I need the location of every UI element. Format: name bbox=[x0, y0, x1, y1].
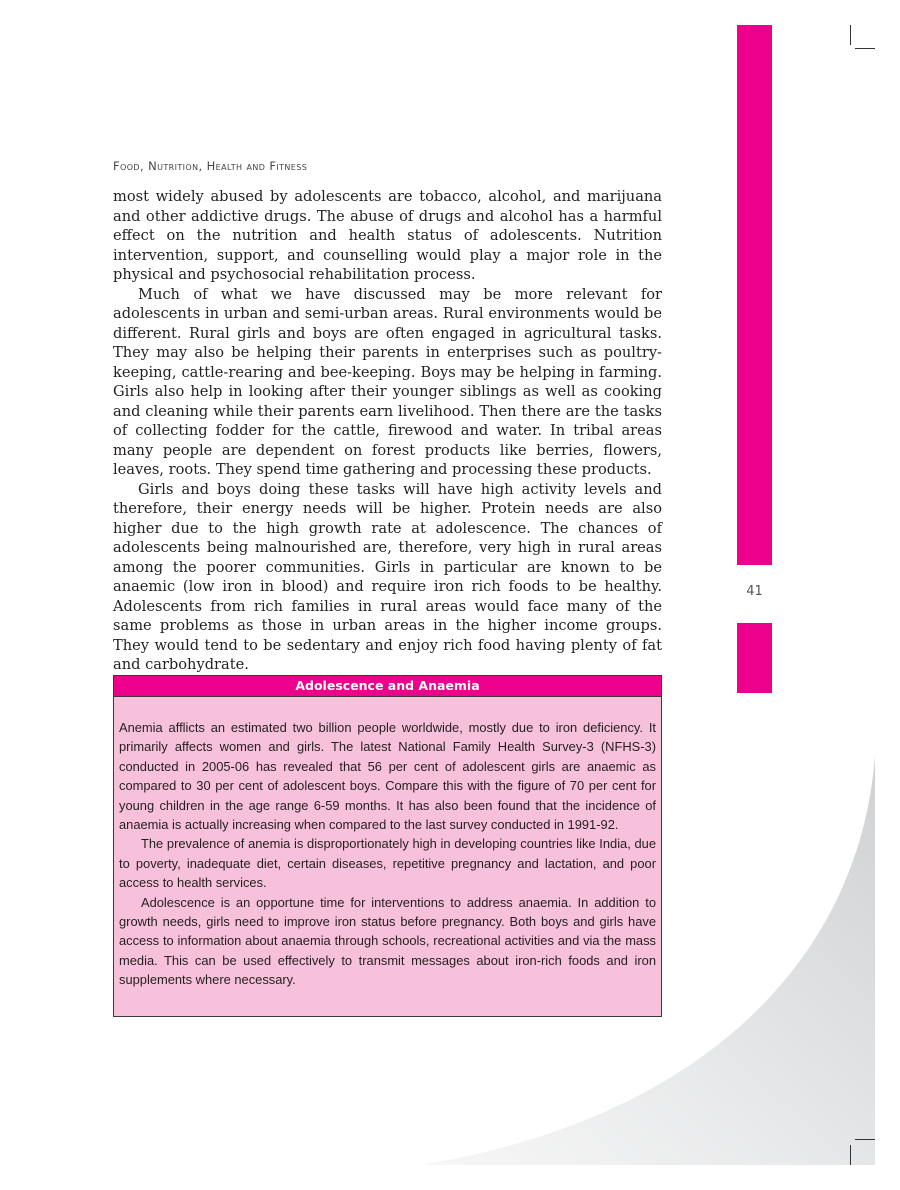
margin-accent-bar-top bbox=[737, 25, 772, 565]
running-header: Food, Nutrition, Health and Fitness bbox=[113, 159, 308, 173]
anaemia-info-box bbox=[113, 675, 662, 1017]
crop-mark-bottom-vertical bbox=[850, 1145, 851, 1165]
crop-mark-top-horizontal bbox=[855, 48, 875, 49]
crop-mark-top-vertical bbox=[850, 25, 851, 45]
body-paragraph: Much of what we have discussed may be more relevant for adolescents in urban and semi-urban areas. Rural environments would be different. Rural girls and boys are often engaged in agricultural tasks. They may also be helping their parents in enterprises such as poultry-keeping, cattle-rearing and bee-keeping. Boys may be helping in farming. Girls also help in looking after their younger siblings as well as cooking and cleaning while their parents earn livelihood. Then there are the tasks of collecting fodder for the cattle, firewood and water. In tribal areas many people are dependent on forest products like berries, flowers, leaves, roots. They spend time gathering and processing these products. bbox=[113, 285, 662, 478]
box-title: Adolescence and Anaemia bbox=[114, 676, 661, 697]
box-paragraph: Anemia afflicts an estimated two billion people worldwide, mostly due to iron deficiency. It primarily affects women and girls. The latest National Family Health Survey-3 (NFHS-3) conducted in 2005-06 has revealed that 56 per cent of adolescent girls are anaemic as compared to 30 per cent of adolescent boys. Compare this with the figure of 70 per cent for young children in the age range 6-59 months. It has also been found that the incidence of anaemia is actually increasing when compared to the last survey conducted in 1991-92. bbox=[119, 720, 656, 833]
main-text bbox=[113, 187, 662, 675]
box-paragraph: The prevalence of anemia is disproportionately high in developing countries like India, due to poverty, inadequate diet, certain diseases, repetitive pregnancy and lactation, and poor access to health services. bbox=[119, 836, 656, 891]
body-paragraph: most widely abused by adolescents are tobacco, alcohol, and marijuana and other addictive drugs. The abuse of drugs and alcohol has a harmful effect on the nutrition and health status of adolescents. Nutrition intervention, support, and counselling would play a major role in the physical and psychosocial rehabilitation process. bbox=[113, 188, 662, 283]
box-body bbox=[114, 697, 661, 990]
box-paragraph: Adolescence is an opportune time for interventions to address anaemia. In addition to growth needs, girls need to improve iron status before pregnancy. Both boys and girls have access to information about anaemia through schools, recreational activities and via the mass media. This can be used effectively to transmit messages about iron-rich foods and iron supplements where necessary. bbox=[119, 894, 656, 988]
crop-mark-bottom-horizontal bbox=[855, 1139, 875, 1140]
body-paragraph: Girls and boys doing these tasks will have high activity levels and therefore, their energy needs will be higher. Protein needs are also higher due to the high growth rate at adolescence. The chances of adolescents being malnourished are, therefore, very high in rural areas among the poorer communities. Girls in particular are known to be anaemic (low iron in blood) and require iron rich foods to be healthy. Adolescents from rich families in rural areas would face many of the same problems as those in urban areas in the higher income groups. They would tend to be sedentary and enjoy rich food having plenty of fat and carbohydrate. bbox=[113, 480, 662, 673]
margin-accent-bar-bottom bbox=[737, 623, 772, 693]
page-number: 41 bbox=[746, 584, 763, 599]
